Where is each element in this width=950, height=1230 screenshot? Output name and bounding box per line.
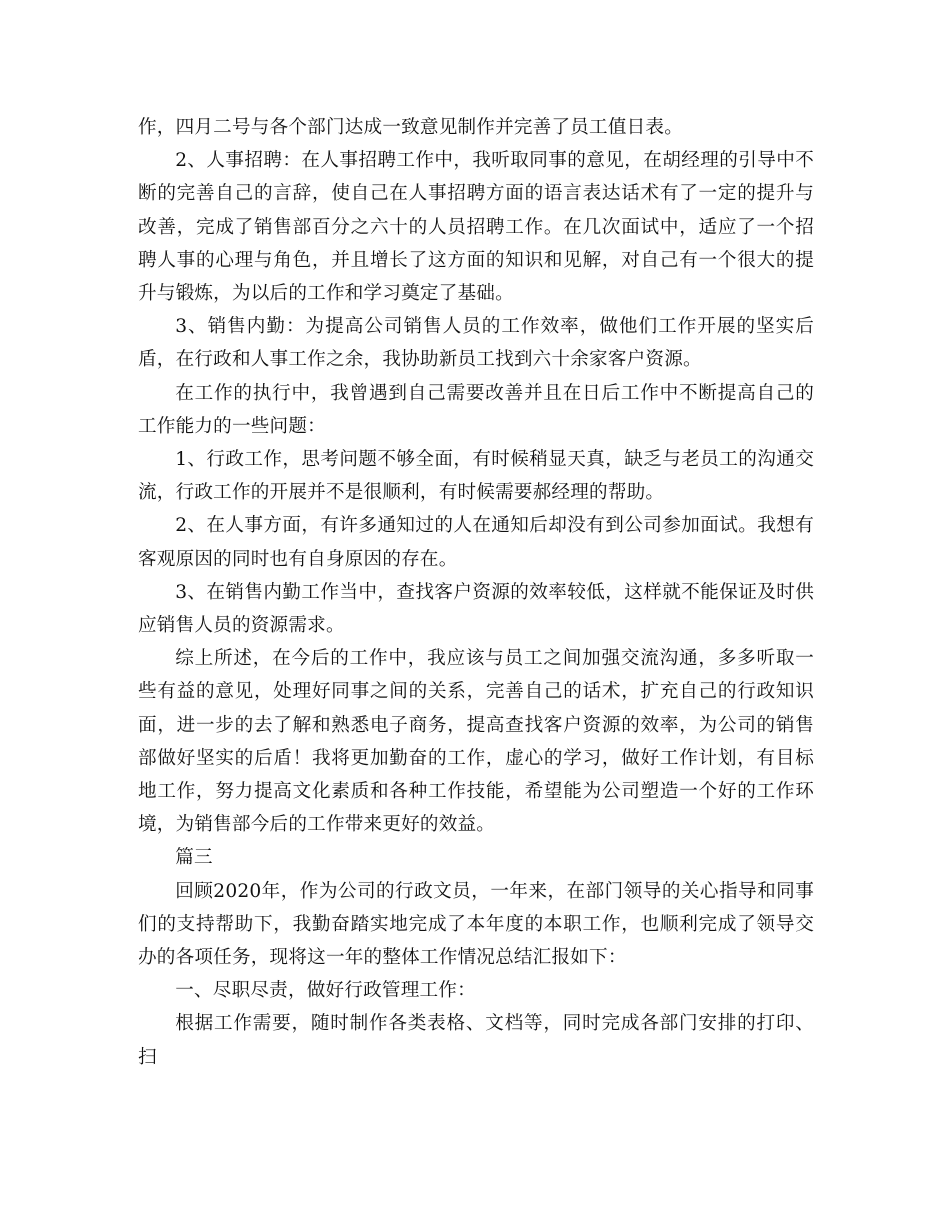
paragraph-problem-hr: 2、在人事方面，有许多通知过的人在通知后却没有到公司参加面试。我想有客观原因的同时也有自身原因的存在。 [138, 515, 814, 570]
subsection-heading: 一、尽职尽责，做好行政管理工作： [175, 980, 476, 1002]
section-heading: 篇三 [175, 847, 213, 869]
paragraph-sales-support: 3、销售内勤：为提高公司销售人员的工作效率，做他们工作开展的坚实后盾，在行政和人事工作之余，我协助新员工找到六十余家客户资源。 [138, 316, 814, 371]
paragraph-summary: 综上所述，在今后的工作中，我应该与员工之间加强交流沟通，多多听取一些有益的意见，处理好同事之间的关系，完善自己的话术，扩充自己的行政知识面，进一步的去了解和熟悉电子商务，提高查找客户资源的效率，为公司的销售部做好坚实的后盾！我将更加勤奋的工作，虚心的学习，做好工作计划，有目标地工作，努力提高文化素质和各种工作技能，希望能为公司塑造一个好的工作环境，为销售部今后的工作带来更好的效益。 [138, 648, 814, 836]
paragraph-problems-intro: 在工作的执行中，我曾遇到自己需要改善并且在日后工作中不断提高自己的工作能力的一些问题： [138, 382, 814, 437]
paragraph-problem-admin: 1、行政工作，思考问题不够全面，有时候稍显天真，缺乏与老员工的沟通交流，行政工作的开展并不是很顺利，有时候需要郝经理的帮助。 [138, 449, 814, 504]
paragraph-work-needs: 根据工作需要，随时制作各类表格、文档等，同时完成各部门安排的打印、扫 [138, 1013, 814, 1068]
paragraph-continuation: 作，四月二号与各个部门达成一致意见制作并完善了员工值日表。 [138, 117, 684, 138]
document-page [138, 111, 814, 1074]
paragraph-review: 回顾2020年，作为公司的行政文员，一年来，在部门领导的关心指导和同事们的支持帮助下，我勤奋踏实地完成了本年度的本职工作，也顺利完成了领导交办的各项任务，现将这一年的整体工作情况总结汇报如下： [138, 880, 814, 969]
paragraph-recruitment: 2、人事招聘：在人事招聘工作中，我听取同事的意见，在胡经理的引导中不断的完善自己的言辞，使自己在人事招聘方面的语言表达话术有了一定的提升与改善，完成了销售部百分之六十的人员招聘工作。在几次面试中，适应了一个招聘人事的心理与角色，并且增长了这方面的知识和见解，对自己有一个很大的提升与锻炼，为以后的工作和学习奠定了基础。 [138, 150, 814, 305]
paragraph-problem-sales: 3、在销售内勤工作当中，查找客户资源的效率较低，这样就不能保证及时供应销售人员的资源需求。 [138, 581, 814, 637]
